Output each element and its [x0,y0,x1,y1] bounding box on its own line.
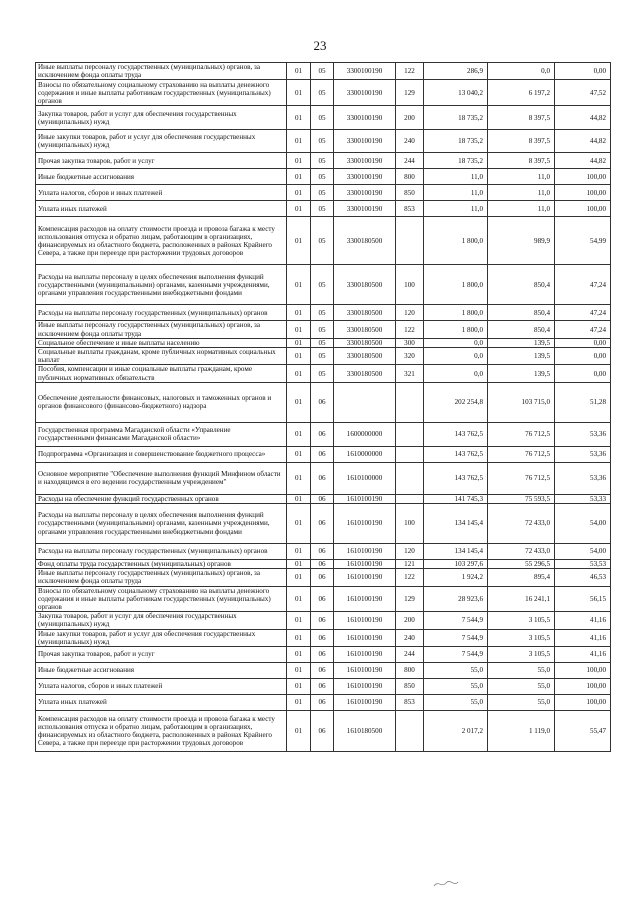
row-subsection-cell: 06 [311,446,334,462]
row-expense-type-cell: 122 [396,321,424,338]
row-planned-amount-cell: 13 040,2 [424,80,488,106]
row-executed-amount-cell: 0,0 [488,63,555,80]
row-target-article-cell: 1610180500 [334,711,396,752]
row-section-cell: 01 [287,612,311,629]
row-executed-amount-cell: 55,0 [488,695,555,711]
row-executed-amount-cell: 55,0 [488,663,555,679]
row-subsection-cell: 06 [311,647,334,663]
row-section-cell: 01 [287,217,311,265]
row-execution-percent-cell: 53,36 [555,462,611,494]
row-section-cell: 01 [287,446,311,462]
row-section-cell: 01 [287,321,311,338]
table-row [36,80,611,106]
row-subsection-cell: 06 [311,711,334,752]
row-subsection-cell: 06 [311,494,334,503]
row-name-cell: Расходы на обеспечение функций государственных органов [36,494,287,503]
row-target-article-cell: 3300100190 [334,201,396,217]
row-subsection-cell: 05 [311,201,334,217]
row-expense-type-cell: 850 [396,185,424,201]
row-expense-type-cell: 120 [396,305,424,321]
row-expense-type-cell [396,382,424,422]
row-executed-amount-cell: 72 433,0 [488,504,555,544]
row-executed-amount-cell: 3 105,5 [488,647,555,663]
row-planned-amount-cell: 1 800,0 [424,305,488,321]
row-section-cell: 01 [287,106,311,130]
row-target-article-cell: 3300100190 [334,130,396,153]
row-execution-percent-cell: 100,00 [555,663,611,679]
row-section-cell: 01 [287,185,311,201]
budget-table-body [36,63,611,752]
row-section-cell: 01 [287,201,311,217]
page-number: 23 [313,38,327,53]
row-section-cell: 01 [287,348,311,365]
row-executed-amount-cell: 3 105,5 [488,629,555,646]
row-executed-amount-cell: 139,5 [488,348,555,365]
row-executed-amount-cell: 103 715,0 [488,382,555,422]
row-expense-type-cell: 800 [396,663,424,679]
row-section-cell: 01 [287,365,311,382]
row-section-cell: 01 [287,544,311,560]
table-row [36,679,611,695]
row-executed-amount-cell: 55 296,5 [488,560,555,569]
row-planned-amount-cell: 134 145,4 [424,544,488,560]
row-planned-amount-cell: 2 017,2 [424,711,488,752]
row-execution-percent-cell: 55,47 [555,711,611,752]
row-execution-percent-cell: 47,24 [555,321,611,338]
pen-mark-scribble [432,878,460,890]
row-execution-percent-cell: 53,53 [555,560,611,569]
row-expense-type-cell [396,462,424,494]
row-subsection-cell: 06 [311,586,334,612]
row-expense-type-cell: 853 [396,695,424,711]
row-expense-type-cell: 100 [396,265,424,305]
row-planned-amount-cell: 1 800,0 [424,217,488,265]
row-executed-amount-cell: 16 241,1 [488,586,555,612]
row-execution-percent-cell: 51,28 [555,382,611,422]
row-planned-amount-cell: 1 924,2 [424,569,488,586]
row-subsection-cell: 06 [311,663,334,679]
table-row [36,612,611,629]
row-execution-percent-cell: 41,16 [555,629,611,646]
row-name-cell: Иные бюджетные ассигнования [36,663,287,679]
row-subsection-cell: 06 [311,504,334,544]
row-expense-type-cell: 321 [396,365,424,382]
row-target-article-cell: 3300180500 [334,217,396,265]
row-executed-amount-cell: 895,4 [488,569,555,586]
row-target-article-cell: 3300100190 [334,106,396,130]
row-expense-type-cell: 240 [396,130,424,153]
row-section-cell: 01 [287,586,311,612]
row-expense-type-cell: 320 [396,348,424,365]
row-planned-amount-cell: 55,0 [424,679,488,695]
row-section-cell: 01 [287,504,311,544]
row-expense-type-cell: 853 [396,201,424,217]
row-planned-amount-cell: 134 145,4 [424,504,488,544]
row-planned-amount-cell: 28 923,6 [424,586,488,612]
row-execution-percent-cell: 0,00 [555,348,611,365]
row-planned-amount-cell: 143 762,5 [424,462,488,494]
row-section-cell: 01 [287,663,311,679]
row-execution-percent-cell: 44,82 [555,153,611,169]
row-planned-amount-cell: 11,0 [424,185,488,201]
row-subsection-cell: 06 [311,629,334,646]
row-execution-percent-cell: 41,16 [555,612,611,629]
row-planned-amount-cell: 286,9 [424,63,488,80]
row-section-cell: 01 [287,695,311,711]
row-name-cell: Иные закупки товаров, работ и услуг для обеспечения государственных (муниципальных) нужд [36,629,287,646]
row-name-cell: Расходы на выплаты персоналу государственных (муниципальных) органов [36,544,287,560]
row-executed-amount-cell: 8 397,5 [488,153,555,169]
table-row [36,185,611,201]
row-subsection-cell: 05 [311,217,334,265]
row-expense-type-cell: 120 [396,544,424,560]
row-execution-percent-cell: 44,82 [555,106,611,130]
row-planned-amount-cell: 0,0 [424,365,488,382]
table-row [36,544,611,560]
table-row [36,560,611,569]
row-target-article-cell: 3300100190 [334,169,396,185]
row-subsection-cell: 05 [311,80,334,106]
row-subsection-cell: 06 [311,679,334,695]
row-planned-amount-cell: 103 297,6 [424,560,488,569]
row-planned-amount-cell: 18 735,2 [424,130,488,153]
row-expense-type-cell [396,217,424,265]
table-row [36,569,611,586]
row-planned-amount-cell: 143 762,5 [424,446,488,462]
row-section-cell: 01 [287,647,311,663]
row-expense-type-cell [396,494,424,503]
row-execution-percent-cell: 54,00 [555,504,611,544]
row-name-cell: Иные выплаты персоналу государственных (муниципальных) органов, за исключением фонда оплаты труда [36,63,287,80]
row-execution-percent-cell: 54,00 [555,544,611,560]
row-target-article-cell: 1610100190 [334,647,396,663]
row-execution-percent-cell: 46,53 [555,569,611,586]
row-name-cell: Пособия, компенсации и иные социальные выплаты гражданам, кроме публичных нормативных обязательств [36,365,287,382]
row-subsection-cell: 05 [311,305,334,321]
row-subsection-cell: 05 [311,185,334,201]
row-planned-amount-cell: 1 800,0 [424,265,488,305]
table-row [36,265,611,305]
table-row [36,422,611,446]
row-target-article-cell [334,382,396,422]
row-execution-percent-cell: 56,15 [555,586,611,612]
row-execution-percent-cell: 47,24 [555,305,611,321]
row-planned-amount-cell: 0,0 [424,338,488,347]
row-execution-percent-cell: 53,36 [555,422,611,446]
row-name-cell: Взносы по обязательному социальному страхованию на выплаты денежного содержания и иные выплаты работникам государственных (муниципальных) органов [36,586,287,612]
table-row [36,494,611,503]
row-planned-amount-cell: 1 800,0 [424,321,488,338]
row-planned-amount-cell: 55,0 [424,695,488,711]
row-planned-amount-cell: 141 745,3 [424,494,488,503]
row-section-cell: 01 [287,560,311,569]
row-planned-amount-cell: 202 254,8 [424,382,488,422]
row-section-cell: 01 [287,462,311,494]
row-name-cell: Расходы на выплаты персоналу в целях обеспечения выполнения функций государственными (муниципальными) органами, казенными учреждениями, органами управления государственными внебюджетными фондами [36,265,287,305]
row-expense-type-cell: 800 [396,169,424,185]
row-target-article-cell: 1610100190 [334,586,396,612]
row-name-cell: Уплата налогов, сборов и иных платежей [36,185,287,201]
row-section-cell: 01 [287,153,311,169]
row-expense-type-cell: 122 [396,569,424,586]
row-expense-type-cell: 129 [396,80,424,106]
row-planned-amount-cell: 18 735,2 [424,153,488,169]
row-name-cell: Социальное обеспечение и иные выплаты населению [36,338,287,347]
row-execution-percent-cell: 100,00 [555,169,611,185]
row-executed-amount-cell: 76 712,5 [488,462,555,494]
row-subsection-cell: 06 [311,544,334,560]
row-execution-percent-cell: 53,33 [555,494,611,503]
row-subsection-cell: 05 [311,106,334,130]
row-execution-percent-cell: 47,24 [555,265,611,305]
row-target-article-cell: 3300180500 [334,365,396,382]
row-subsection-cell: 05 [311,348,334,365]
row-executed-amount-cell: 11,0 [488,201,555,217]
row-target-article-cell: 3300180500 [334,348,396,365]
row-name-cell: Подпрограмма «Организация и совершенствование бюджетного процесса» [36,446,287,462]
table-row [36,462,611,494]
row-target-article-cell: 1610100190 [334,695,396,711]
row-subsection-cell: 05 [311,321,334,338]
row-target-article-cell: 1610100190 [334,569,396,586]
row-section-cell: 01 [287,80,311,106]
row-target-article-cell: 3300180500 [334,321,396,338]
row-expense-type-cell: 100 [396,504,424,544]
row-target-article-cell: 1610100190 [334,679,396,695]
row-executed-amount-cell: 55,0 [488,679,555,695]
row-target-article-cell: 1600000000 [334,422,396,446]
row-section-cell: 01 [287,711,311,752]
row-executed-amount-cell: 989,9 [488,217,555,265]
row-target-article-cell: 1610100190 [334,663,396,679]
row-section-cell: 01 [287,63,311,80]
row-planned-amount-cell: 55,0 [424,663,488,679]
row-executed-amount-cell: 76 712,5 [488,422,555,446]
table-row [36,169,611,185]
row-expense-type-cell: 122 [396,63,424,80]
row-name-cell: Государственная программа Магаданской области «Управление государственными финансами Магаданской области» [36,422,287,446]
row-name-cell: Компенсация расходов на оплату стоимости проезда и провоза багажа к месту использования отпуска и обратно лицам, работающим в организациях, финансируемых из областного бюджета, расположенных в районах Крайнего Севера, а также при переезде при расторжении трудовых договоров [36,217,287,265]
row-planned-amount-cell: 7 544,9 [424,612,488,629]
row-section-cell: 01 [287,169,311,185]
row-planned-amount-cell: 18 735,2 [424,106,488,130]
row-subsection-cell: 05 [311,265,334,305]
row-execution-percent-cell: 41,16 [555,647,611,663]
row-target-article-cell: 1610100190 [334,544,396,560]
row-subsection-cell: 06 [311,569,334,586]
row-name-cell: Прочая закупка товаров, работ и услуг [36,153,287,169]
row-planned-amount-cell: 7 544,9 [424,629,488,646]
row-target-article-cell: 3300180500 [334,338,396,347]
table-row [36,647,611,663]
row-executed-amount-cell: 139,5 [488,365,555,382]
row-subsection-cell: 06 [311,422,334,446]
row-execution-percent-cell: 47,52 [555,80,611,106]
table-row [36,348,611,365]
row-name-cell: Иные выплаты персоналу государственных (муниципальных) органов, за исключением фонда оплаты труда [36,321,287,338]
row-name-cell: Уплата иных платежей [36,695,287,711]
row-name-cell: Закупка товаров, работ и услуг для обеспечения государственных (муниципальных) нужд [36,612,287,629]
row-expense-type-cell [396,446,424,462]
table-row [36,130,611,153]
row-name-cell: Взносы по обязательному социальному страхованию на выплаты денежного содержания и иные выплаты работникам государственных (муниципальных) органов [36,80,287,106]
table-row [36,201,611,217]
row-section-cell: 01 [287,679,311,695]
row-expense-type-cell: 240 [396,629,424,646]
row-target-article-cell: 3300100190 [334,80,396,106]
row-expense-type-cell: 121 [396,560,424,569]
table-row [36,338,611,347]
row-name-cell: Основное мероприятие "Обеспечение выполнения функций Минфином области и находящимся в его ведении государственным учреждением" [36,462,287,494]
row-target-article-cell: 3300180500 [334,305,396,321]
row-subsection-cell: 05 [311,338,334,347]
row-executed-amount-cell: 8 397,5 [488,130,555,153]
row-name-cell: Уплата налогов, сборов и иных платежей [36,679,287,695]
row-subsection-cell: 06 [311,560,334,569]
row-expense-type-cell: 244 [396,647,424,663]
row-name-cell: Расходы на выплаты персоналу в целях обеспечения выполнения функций государственными (муниципальными) органами, казенными учреждениями, органами управления государственными внебюджетными фондами [36,504,287,544]
table-row [36,321,611,338]
table-row [36,629,611,646]
row-target-article-cell: 1610100190 [334,560,396,569]
row-execution-percent-cell: 53,36 [555,446,611,462]
table-row [36,365,611,382]
row-executed-amount-cell: 76 712,5 [488,446,555,462]
row-planned-amount-cell: 11,0 [424,201,488,217]
row-name-cell: Иные закупки товаров, работ и услуг для обеспечения государственных (муниципальных) нужд [36,130,287,153]
row-section-cell: 01 [287,130,311,153]
row-subsection-cell: 06 [311,382,334,422]
row-target-article-cell: 1610100190 [334,504,396,544]
table-row [36,663,611,679]
row-section-cell: 01 [287,422,311,446]
row-name-cell: Фонд оплаты труда государственных (муниципальных) органов [36,560,287,569]
table-row [36,586,611,612]
row-section-cell: 01 [287,265,311,305]
table-row [36,504,611,544]
row-planned-amount-cell: 7 544,9 [424,647,488,663]
row-target-article-cell: 1610100190 [334,494,396,503]
row-expense-type-cell: 244 [396,153,424,169]
row-execution-percent-cell: 44,82 [555,130,611,153]
table-row [36,305,611,321]
row-execution-percent-cell: 100,00 [555,185,611,201]
row-subsection-cell: 05 [311,130,334,153]
row-executed-amount-cell: 850,4 [488,321,555,338]
row-executed-amount-cell: 6 197,2 [488,80,555,106]
table-row [36,153,611,169]
row-planned-amount-cell: 11,0 [424,169,488,185]
row-subsection-cell: 06 [311,612,334,629]
row-expense-type-cell: 850 [396,679,424,695]
row-expense-type-cell: 300 [396,338,424,347]
row-section-cell: 01 [287,494,311,503]
row-executed-amount-cell: 850,4 [488,265,555,305]
row-target-article-cell: 3300100190 [334,63,396,80]
budget-table [35,62,611,752]
row-planned-amount-cell: 143 762,5 [424,422,488,446]
row-section-cell: 01 [287,569,311,586]
row-executed-amount-cell: 1 119,0 [488,711,555,752]
row-execution-percent-cell: 100,00 [555,679,611,695]
row-name-cell: Иные бюджетные ассигнования [36,169,287,185]
table-row [36,217,611,265]
row-execution-percent-cell: 0,00 [555,338,611,347]
row-target-article-cell: 3300180500 [334,265,396,305]
row-name-cell: Уплата иных платежей [36,201,287,217]
row-expense-type-cell: 129 [396,586,424,612]
row-name-cell: Расходы на выплаты персоналу государственных (муниципальных) органов [36,305,287,321]
row-name-cell: Социальные выплаты гражданам, кроме публичных нормативных социальных выплат [36,348,287,365]
table-row [36,106,611,130]
row-execution-percent-cell: 0,00 [555,63,611,80]
row-planned-amount-cell: 0,0 [424,348,488,365]
table-row [36,446,611,462]
row-expense-type-cell: 200 [396,612,424,629]
table-row [36,695,611,711]
row-expense-type-cell: 200 [396,106,424,130]
row-execution-percent-cell: 54,99 [555,217,611,265]
row-executed-amount-cell: 3 105,5 [488,612,555,629]
row-executed-amount-cell: 75 593,5 [488,494,555,503]
row-name-cell: Иные выплаты персоналу государственных (муниципальных) органов, за исключением фонда оплаты труда [36,569,287,586]
row-target-article-cell: 3300100190 [334,185,396,201]
row-executed-amount-cell: 11,0 [488,169,555,185]
row-executed-amount-cell: 72 433,0 [488,544,555,560]
row-section-cell: 01 [287,305,311,321]
row-subsection-cell: 05 [311,169,334,185]
row-execution-percent-cell: 100,00 [555,695,611,711]
row-subsection-cell: 05 [311,153,334,169]
row-execution-percent-cell: 0,00 [555,365,611,382]
row-subsection-cell: 06 [311,695,334,711]
row-target-article-cell: 1610000000 [334,446,396,462]
row-executed-amount-cell: 8 397,5 [488,106,555,130]
row-target-article-cell: 3300100190 [334,153,396,169]
row-expense-type-cell [396,422,424,446]
table-row [36,711,611,752]
row-executed-amount-cell: 850,4 [488,305,555,321]
row-section-cell: 01 [287,382,311,422]
table-row [36,63,611,80]
table-row [36,382,611,422]
row-expense-type-cell [396,711,424,752]
row-name-cell: Обеспечение деятельности финансовых, налоговых и таможенных органов и органов финансового (финансово-бюджетного) надзора [36,382,287,422]
row-name-cell: Прочая закупка товаров, работ и услуг [36,647,287,663]
row-executed-amount-cell: 139,5 [488,338,555,347]
row-target-article-cell: 1610100190 [334,612,396,629]
row-executed-amount-cell: 11,0 [488,185,555,201]
row-subsection-cell: 06 [311,462,334,494]
row-section-cell: 01 [287,338,311,347]
row-subsection-cell: 05 [311,365,334,382]
row-execution-percent-cell: 100,00 [555,201,611,217]
row-section-cell: 01 [287,629,311,646]
row-name-cell: Компенсация расходов на оплату стоимости проезда и провоза багажа к месту использования отпуска и обратно лицам, работающим в организациях, финансируемых из областного бюджета, расположенных в районах Крайнего Севера, а также при переезде при расторжении трудовых договоров [36,711,287,752]
row-name-cell: Закупка товаров, работ и услуг для обеспечения государственных (муниципальных) нужд [36,106,287,130]
row-subsection-cell: 05 [311,63,334,80]
row-target-article-cell: 1610100190 [334,629,396,646]
row-target-article-cell: 1610100000 [334,462,396,494]
